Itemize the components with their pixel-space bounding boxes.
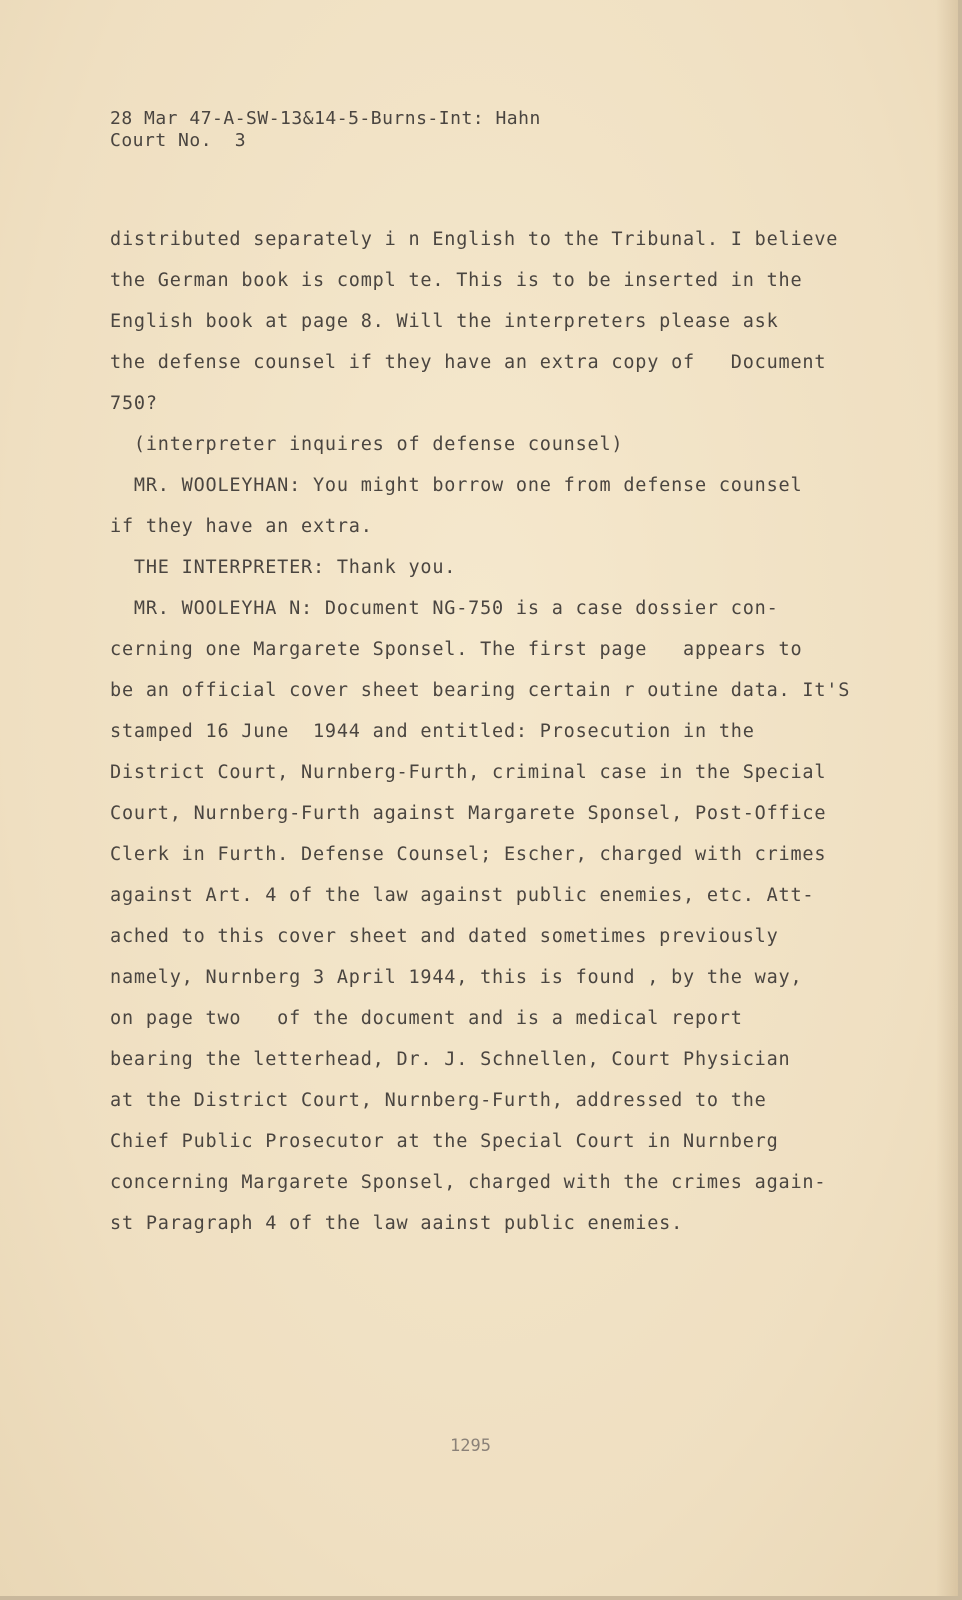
body-line: the German book is compl te. This is to be inserted in the: [110, 270, 803, 291]
body-line: distributed separately i n English to the Tribunal. I believe: [110, 229, 839, 250]
body-line: against Art. 4 of the law against public enemies, etc. Att-: [110, 885, 815, 906]
page-number: 1295: [450, 1436, 491, 1456]
body-line: MR. WOOLEYHA N: Document NG-750 is a case dossier con-: [110, 598, 779, 619]
body-line: MR. WOOLEYHAN: You might borrow one from defense counsel: [110, 475, 803, 496]
body-line: at the District Court, Nurnberg-Furth, addressed to the: [110, 1090, 767, 1111]
body-line: stamped 16 June 1944 and entitled: Prosecution in the: [110, 721, 755, 742]
body-line: st Paragraph 4 of the law aainst public enemies.: [110, 1213, 684, 1234]
page-edge-shadow: [936, 0, 958, 1596]
body-line: THE INTERPRETER: Thank you.: [110, 557, 457, 578]
body-line: English book at page 8. Will the interpreters please ask: [110, 311, 779, 332]
body-line: 750?: [110, 393, 158, 414]
body-line: cerning one Margarete Sponsel. The first page appears to: [110, 639, 803, 660]
body-line: Clerk in Furth. Defense Counsel; Escher, charged with crimes: [110, 844, 827, 865]
body-line: the defense counsel if they have an extra copy of Document: [110, 352, 827, 373]
body-line: Chief Public Prosecutor at the Special Court in Nurnberg: [110, 1131, 779, 1152]
header-line-1: 28 Mar 47-A-SW-13&14-5-Burns-Int: Hahn: [110, 108, 541, 129]
body-line: bearing the letterhead, Dr. J. Schnellen, Court Physician: [110, 1049, 791, 1070]
header-line-2: Court No. 3: [110, 130, 247, 151]
body-line: on page two of the document and is a medical report: [110, 1008, 743, 1029]
body-line: namely, Nurnberg 3 April 1944, this is found , by the way,: [110, 967, 803, 988]
body-line: be an official cover sheet bearing certain r outine data. It'S: [110, 680, 851, 701]
body-line: (interpreter inquires of defense counsel): [110, 434, 624, 455]
body-line: concerning Margarete Sponsel, charged with the crimes again-: [110, 1172, 827, 1193]
body-line: Court, Nurnberg-Furth against Margarete Sponsel, Post-Office: [110, 803, 827, 824]
body-line: if they have an extra.: [110, 516, 373, 537]
body-line: District Court, Nurnberg-Furth, criminal case in the Special: [110, 762, 827, 783]
body-line: ached to this cover sheet and dated sometimes previously: [110, 926, 779, 947]
